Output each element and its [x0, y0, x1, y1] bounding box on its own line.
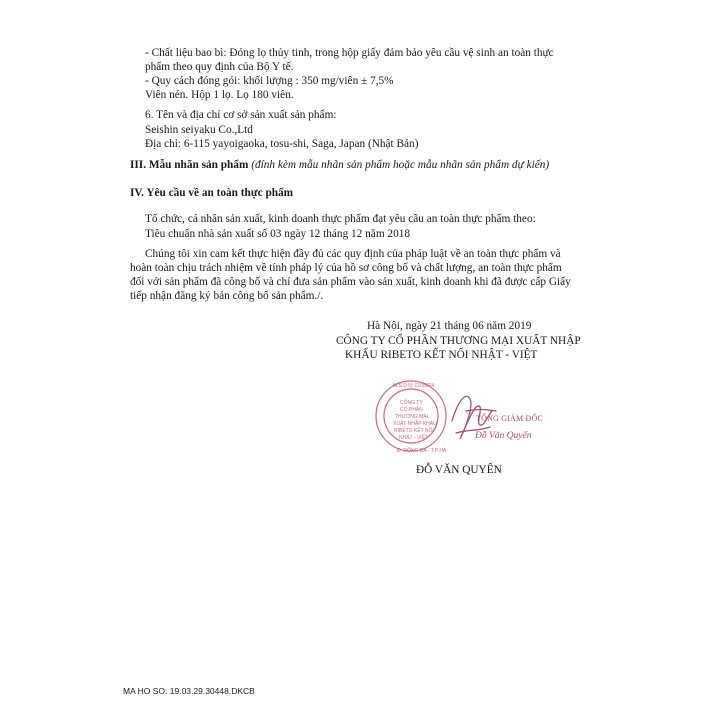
svg-text:THƯƠNG MẠI: THƯƠNG MẠI	[395, 414, 429, 420]
dossier-code: MA HO SO: 19.03.29.30448.DKCB	[123, 686, 255, 696]
commitment-line-1: Chúng tôi xin cam kết thực hiện đầy đủ các quy định của pháp luật về an toàn thực phẩm và	[145, 248, 561, 260]
director-stamp-name: Đỗ Văn Quyến	[475, 431, 532, 441]
svg-text:NHẬT - VIỆT: NHẬT - VIỆT	[399, 435, 429, 441]
manufacturer-name: Seishin seiyaku Co.,Ltd	[145, 124, 253, 136]
place-date: Hà Nội, ngày 21 tháng 06 năm 2019	[367, 320, 532, 332]
manufacturer-heading: 6. Tên và địa chỉ cơ sở sản xuất sản phẩm:	[145, 109, 337, 121]
packaging-material-line-2: phẩm theo quy định của Bộ Y tế.	[145, 61, 294, 73]
svg-text:CỔ PHẦN: CỔ PHẦN	[400, 407, 423, 413]
company-name-line-2: KHẨU RIBETO KẾT NỐI NHẬT - VIỆT	[345, 349, 538, 361]
svg-text:RIBETO KẾT NỐI: RIBETO KẾT NỐI	[394, 428, 434, 434]
standard-line: Tiêu chuẩn nhà sản xuất số 03 ngày 12 tháng 12 năm 2018	[145, 228, 411, 240]
director-title: TỔNG GIÁM ĐỐC	[476, 414, 544, 423]
svg-text:CÔNG TY: CÔNG TY	[400, 400, 423, 406]
signer-name: ĐỖ VĂN QUYẾN	[416, 464, 502, 476]
safety-requirement-line: Tổ chức, cá nhân sản xuất, kinh doanh thực phẩm đạt yêu cầu an toàn thực phẩm theo:	[145, 213, 536, 225]
commitment-line-3: đối với sản phẩm đã công bố và chỉ đưa sản phẩm vào sản xuất, kinh doanh khi đã được cấp Giấy	[130, 276, 571, 288]
commitment-line-4: tiếp nhận đăng ký bản công bố sản phẩm./.	[130, 290, 324, 302]
packing-format-line: Viên nén. Hộp 1 lọ. Lọ 180 viên.	[145, 89, 294, 101]
svg-text:M.S.D.N: 0108024: M.S.D.N: 0108024	[393, 383, 435, 389]
section-3-title: III. Mẫu nhãn sản phẩm	[130, 159, 249, 171]
commitment-line-2: hoàn toàn chịu trách nhiệm về tính pháp lý của hồ sơ công bố và chất lượng, an toàn thực phẩm	[130, 262, 562, 274]
packing-spec-line: - Quy cách đóng gói: khối lượng : 350 mg/viên ± 7,5%	[145, 75, 394, 87]
section-3-note: (đính kèm mẫu nhãn sản phẩm hoặc mẫu nhãn sản phẩm dự kiến)	[251, 159, 550, 171]
section-3-heading	[130, 158, 549, 172]
svg-text:Đ. ĐỐNG ĐA - T.P HÀ: Đ. ĐỐNG ĐA - T.P HÀ	[397, 448, 447, 454]
section-4-heading: IV. Yêu cầu về an toàn thực phẩm	[130, 187, 294, 199]
company-name-line-1: CÔNG TY CỔ PHẦN THƯƠNG MẠI XUẤT NHẬP	[336, 335, 581, 347]
manufacturer-address: Địa chỉ: 6-115 yayoigaoka, tosu-shi, Saga, Japan (Nhật Bản)	[145, 138, 419, 150]
svg-text:XUẤT NHẬP KHẨU: XUẤT NHẬP KHẨU	[393, 421, 437, 427]
packaging-material-line: - Chất liệu bao bì: Đóng lọ thủy tinh, trong hộp giấy đảm bảo yêu cầu vệ sinh an toàn thực	[145, 47, 554, 59]
